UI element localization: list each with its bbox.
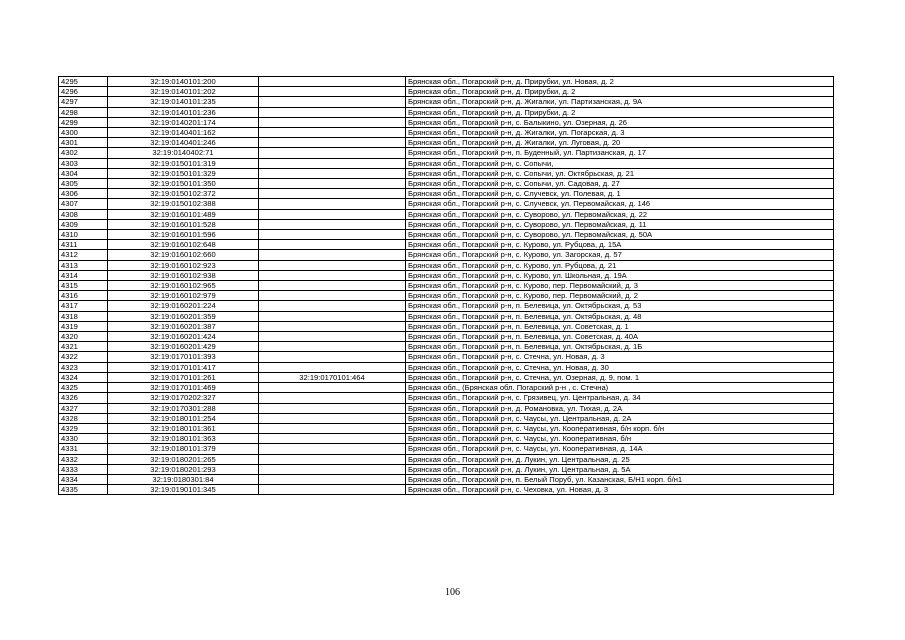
address-cell: Брянская обл., Погарский р-н, с. Чеховка, ул. Новая, д. 3 <box>406 485 834 495</box>
related-cadastral-number-cell <box>259 179 406 189</box>
related-cadastral-number-cell <box>259 209 406 219</box>
related-cadastral-number-cell <box>259 87 406 97</box>
cadastral-number-cell: 32:19:0160102:965 <box>108 281 259 291</box>
address-cell: Брянская обл., Погарский р-н, д. Лукин, ул. Центральная, д. 5А <box>406 464 834 474</box>
related-cadastral-number-cell <box>259 342 406 352</box>
related-cadastral-number-cell <box>259 77 406 87</box>
related-cadastral-number-cell <box>259 413 406 423</box>
cadastral-number-cell: 32:19:0150101:350 <box>108 179 259 189</box>
table-row <box>59 413 834 423</box>
related-cadastral-number-cell: 32:19:0170101:464 <box>259 372 406 382</box>
address-cell: Брянская обл., Погарский р-н, с. Случевск, ул. Первомайская, д. 146 <box>406 199 834 209</box>
table-row <box>59 230 834 240</box>
cadastral-number-cell: 32:19:0160102:923 <box>108 260 259 270</box>
table-row <box>59 240 834 250</box>
address-cell: Брянская обл., Погарский р-н, с. Суворово, ул. Первомайская, д. 50А <box>406 230 834 240</box>
row-number-cell: 4313 <box>59 260 108 270</box>
row-number-cell: 4334 <box>59 474 108 484</box>
cadastral-number-cell: 32:19:0180101:254 <box>108 413 259 423</box>
table-body <box>59 77 834 495</box>
table-row <box>59 291 834 301</box>
table-row <box>59 128 834 138</box>
address-cell: Брянская обл., Погарский р-н, с. Курово, пер. Первомайский, д. 3 <box>406 281 834 291</box>
table-row <box>59 199 834 209</box>
cadastral-number-cell: 32:19:0190101:345 <box>108 485 259 495</box>
table-row <box>59 332 834 342</box>
row-number-cell: 4309 <box>59 219 108 229</box>
address-cell: Брянская обл., Погарский р-н, д. Жигалки, ул. Партизанская, д. 9А <box>406 97 834 107</box>
cadastral-number-cell: 32:19:0180201:293 <box>108 464 259 474</box>
related-cadastral-number-cell <box>259 403 406 413</box>
address-cell: Брянская обл., Погарский р-н, с. Стечна, ул. Новая, д. 30 <box>406 362 834 372</box>
cadastral-number-cell: 32:19:0160102:648 <box>108 240 259 250</box>
related-cadastral-number-cell <box>259 230 406 240</box>
related-cadastral-number-cell <box>259 260 406 270</box>
table-row <box>59 158 834 168</box>
table-row <box>59 321 834 331</box>
table-row <box>59 209 834 219</box>
address-cell: Брянская обл., Погарский р-н, д. Жигалки, ул. Погарская, д. 3 <box>406 128 834 138</box>
row-number-cell: 4318 <box>59 311 108 321</box>
address-cell: Брянская обл., Погарский р-н, п. Белый Поруб, ул. Казанская, Б/Н1 корп. б/н1 <box>406 474 834 484</box>
address-cell: Брянская обл., Погарский р-н, д. Лукин, ул. Центральная, д. 25 <box>406 454 834 464</box>
row-number-cell: 4315 <box>59 281 108 291</box>
related-cadastral-number-cell <box>259 362 406 372</box>
page-number: 106 <box>445 587 460 598</box>
related-cadastral-number-cell <box>259 117 406 127</box>
table-row <box>59 352 834 362</box>
address-cell: Брянская обл., Погарский р-н, д. Прирубки, д. 2 <box>406 107 834 117</box>
related-cadastral-number-cell <box>259 393 406 403</box>
cadastral-number-cell: 32:19:0140101:200 <box>108 77 259 87</box>
table-row <box>59 179 834 189</box>
related-cadastral-number-cell <box>259 138 406 148</box>
table-row <box>59 87 834 97</box>
cadastral-number-cell: 32:19:0160201:387 <box>108 321 259 331</box>
table-row <box>59 281 834 291</box>
table-row <box>59 260 834 270</box>
row-number-cell: 4300 <box>59 128 108 138</box>
cadastral-number-cell: 32:19:0150102:372 <box>108 189 259 199</box>
cadastral-number-cell: 32:19:0160102:938 <box>108 270 259 280</box>
table-row <box>59 444 834 454</box>
address-cell: Брянская обл., Погарский р-н, п. Белевица, ул. Октябрьская, д. 53 <box>406 301 834 311</box>
row-number-cell: 4320 <box>59 332 108 342</box>
cadastral-number-cell: 32:19:0160101:596 <box>108 230 259 240</box>
related-cadastral-number-cell <box>259 168 406 178</box>
address-cell: Брянская обл., Погарский р-н, д. Романовка, ул. Тихая, д. 2А <box>406 403 834 413</box>
address-cell: Брянская обл., Погарский р-н, с. Случевск, ул. Полевая, д. 1 <box>406 189 834 199</box>
related-cadastral-number-cell <box>259 148 406 158</box>
cadastral-number-cell: 32:19:0180101:363 <box>108 434 259 444</box>
table-row <box>59 403 834 413</box>
cadastral-number-cell: 32:19:0170101:469 <box>108 383 259 393</box>
cadastral-number-cell: 32:19:0160201:359 <box>108 311 259 321</box>
address-cell: Брянская обл., Погарский р-н, с. Стечна, ул. Новая, д. 3 <box>406 352 834 362</box>
table-row <box>59 342 834 352</box>
cadastral-number-cell: 32:19:0160201:429 <box>108 342 259 352</box>
related-cadastral-number-cell <box>259 311 406 321</box>
cadastral-number-cell: 32:19:0140401:162 <box>108 128 259 138</box>
table-row <box>59 454 834 464</box>
property-register-table <box>58 76 834 495</box>
row-number-cell: 4333 <box>59 464 108 474</box>
table-row <box>59 362 834 372</box>
related-cadastral-number-cell <box>259 128 406 138</box>
cadastral-number-cell: 32:19:0140101:202 <box>108 87 259 97</box>
related-cadastral-number-cell <box>259 454 406 464</box>
cadastral-number-cell: 32:19:0140401:246 <box>108 138 259 148</box>
address-cell: Брянская обл., Погарский р-н, п. Белевица, ул. Советская, д. 40А <box>406 332 834 342</box>
address-cell: Брянская обл., Погарский р-н, д. Жигалки, ул. Луговая, д. 20 <box>406 138 834 148</box>
table-row <box>59 474 834 484</box>
table-row <box>59 77 834 87</box>
cadastral-number-cell: 32:19:0140101:235 <box>108 97 259 107</box>
row-number-cell: 4332 <box>59 454 108 464</box>
row-number-cell: 4299 <box>59 117 108 127</box>
address-cell: Брянская обл., Погарский р-н, с. Курово, ул. Рубцова, д. 15А <box>406 240 834 250</box>
row-number-cell: 4335 <box>59 485 108 495</box>
related-cadastral-number-cell <box>259 332 406 342</box>
address-cell: Брянская обл., Погарский р-н, п. Белевица, ул. Советская, д. 1 <box>406 321 834 331</box>
address-cell: Брянская обл., Погарский р-н, с. Чаусы, ул. Кооперативная, б/н <box>406 434 834 444</box>
row-number-cell: 4312 <box>59 250 108 260</box>
related-cadastral-number-cell <box>259 97 406 107</box>
table-row <box>59 485 834 495</box>
table-row <box>59 117 834 127</box>
related-cadastral-number-cell <box>259 240 406 250</box>
row-number-cell: 4311 <box>59 240 108 250</box>
cadastral-number-cell: 32:19:0180201:265 <box>108 454 259 464</box>
table-row <box>59 219 834 229</box>
related-cadastral-number-cell <box>259 189 406 199</box>
table-row <box>59 423 834 433</box>
related-cadastral-number-cell <box>259 199 406 209</box>
address-cell: Брянская обл., Погарский р-н, с. Чаусы, ул. Центральная, д. 2А <box>406 413 834 423</box>
cadastral-number-cell: 32:19:0180101:361 <box>108 423 259 433</box>
table-row <box>59 311 834 321</box>
related-cadastral-number-cell <box>259 301 406 311</box>
address-cell: Брянская обл., Погарский р-н, с. Сопычи, <box>406 158 834 168</box>
cadastral-number-cell: 32:19:0170101:261 <box>108 372 259 382</box>
cadastral-number-cell: 32:19:0160201:424 <box>108 332 259 342</box>
related-cadastral-number-cell <box>259 107 406 117</box>
address-cell: Брянская обл., Погарский р-н, с. Курово, ул. Рубцова, д. 21 <box>406 260 834 270</box>
row-number-cell: 4319 <box>59 321 108 331</box>
row-number-cell: 4306 <box>59 189 108 199</box>
related-cadastral-number-cell <box>259 321 406 331</box>
table-row <box>59 107 834 117</box>
row-number-cell: 4297 <box>59 97 108 107</box>
related-cadastral-number-cell <box>259 485 406 495</box>
row-number-cell: 4305 <box>59 179 108 189</box>
cadastral-number-cell: 32:19:0170202:327 <box>108 393 259 403</box>
row-number-cell: 4327 <box>59 403 108 413</box>
cadastral-number-cell: 32:19:0160101:489 <box>108 209 259 219</box>
table-row <box>59 250 834 260</box>
row-number-cell: 4304 <box>59 168 108 178</box>
address-cell: Брянская обл., Погарский р-н, с. Сопычи, ул. Октябрьская, д. 21 <box>406 168 834 178</box>
row-number-cell: 4317 <box>59 301 108 311</box>
row-number-cell: 4331 <box>59 444 108 454</box>
row-number-cell: 4308 <box>59 209 108 219</box>
cadastral-number-cell: 32:19:0160201:224 <box>108 301 259 311</box>
row-number-cell: 4328 <box>59 413 108 423</box>
address-cell: Брянская обл., Погарский р-н, с. Балыкино, ул. Озерная, д. 26 <box>406 117 834 127</box>
related-cadastral-number-cell <box>259 270 406 280</box>
address-cell: Брянская обл., Погарский р-н, с. Курово, пер. Первомайский, д. 2 <box>406 291 834 301</box>
row-number-cell: 4326 <box>59 393 108 403</box>
related-cadastral-number-cell <box>259 434 406 444</box>
table-row <box>59 434 834 444</box>
address-cell: Брянская обл., Погарский р-н, с. Курово, ул. Школьная, д. 19А <box>406 270 834 280</box>
table-row <box>59 383 834 393</box>
cadastral-number-cell: 32:19:0170101:417 <box>108 362 259 372</box>
table-row <box>59 168 834 178</box>
related-cadastral-number-cell <box>259 444 406 454</box>
related-cadastral-number-cell <box>259 423 406 433</box>
row-number-cell: 4321 <box>59 342 108 352</box>
cadastral-number-cell: 32:19:0160102:660 <box>108 250 259 260</box>
table-row <box>59 270 834 280</box>
table-row <box>59 148 834 158</box>
row-number-cell: 4303 <box>59 158 108 168</box>
address-cell: Брянская обл., Погарский р-н, п. Белевица, ул. Октябрьская, д. 1Б <box>406 342 834 352</box>
address-cell: Брянская обл., Погарский р-н, д. Прирубки, ул. Новая, д. 2 <box>406 77 834 87</box>
related-cadastral-number-cell <box>259 250 406 260</box>
row-number-cell: 4296 <box>59 87 108 97</box>
row-number-cell: 4324 <box>59 372 108 382</box>
row-number-cell: 4307 <box>59 199 108 209</box>
related-cadastral-number-cell <box>259 352 406 362</box>
related-cadastral-number-cell <box>259 219 406 229</box>
row-number-cell: 4329 <box>59 423 108 433</box>
row-number-cell: 4301 <box>59 138 108 148</box>
cadastral-number-cell: 32:19:0160102:979 <box>108 291 259 301</box>
cadastral-number-cell: 32:19:0140402:71 <box>108 148 259 158</box>
row-number-cell: 4295 <box>59 77 108 87</box>
table-row <box>59 301 834 311</box>
related-cadastral-number-cell <box>259 383 406 393</box>
row-number-cell: 4330 <box>59 434 108 444</box>
cadastral-number-cell: 32:19:0150101:319 <box>108 158 259 168</box>
cadastral-number-cell: 32:19:0140201:174 <box>108 117 259 127</box>
row-number-cell: 4298 <box>59 107 108 117</box>
related-cadastral-number-cell <box>259 464 406 474</box>
cadastral-number-cell: 32:19:0140101:236 <box>108 107 259 117</box>
related-cadastral-number-cell <box>259 474 406 484</box>
row-number-cell: 4325 <box>59 383 108 393</box>
address-cell: Брянская обл., Погарский р-н, с. Чаусы, ул. Кооперативная, д. 14А <box>406 444 834 454</box>
address-cell: Брянская обл., Погарский р-н, с. Чаусы, ул. Кооперативная, б/н корп. б/н <box>406 423 834 433</box>
address-cell: Брянская обл., Погарский р-н, с. Стечна, ул. Озерная, д. 9, пом. 1 <box>406 372 834 382</box>
cadastral-number-cell: 32:19:0150101:329 <box>108 168 259 178</box>
table-row <box>59 138 834 148</box>
address-cell: Брянская обл., Погарский р-н, с. Грязивец, ул. Центральная, д. 34 <box>406 393 834 403</box>
table-row <box>59 372 834 382</box>
related-cadastral-number-cell <box>259 281 406 291</box>
table-row <box>59 189 834 199</box>
address-cell: Брянская обл., Погарский р-н, п. Белевица, ул. Октябрьская, д. 48 <box>406 311 834 321</box>
address-cell: Брянская обл., (Брянская обл. Погарский р-н , с. Стечна) <box>406 383 834 393</box>
address-cell: Брянская обл., Погарский р-н, с. Курово, ул. Загорская, д. 57 <box>406 250 834 260</box>
table-row <box>59 97 834 107</box>
related-cadastral-number-cell <box>259 158 406 168</box>
cadastral-number-cell: 32:19:0170101:393 <box>108 352 259 362</box>
cadastral-number-cell: 32:19:0170301:288 <box>108 403 259 413</box>
cadastral-number-cell: 32:19:0150102:388 <box>108 199 259 209</box>
row-number-cell: 4316 <box>59 291 108 301</box>
related-cadastral-number-cell <box>259 291 406 301</box>
row-number-cell: 4323 <box>59 362 108 372</box>
cadastral-number-cell: 32:19:0160101:528 <box>108 219 259 229</box>
table-row <box>59 393 834 403</box>
cadastral-number-cell: 32:19:0180301:84 <box>108 474 259 484</box>
address-cell: Брянская обл., Погарский р-н, с. Суворово, ул. Первомайская, д. 22 <box>406 209 834 219</box>
row-number-cell: 4322 <box>59 352 108 362</box>
address-cell: Брянская обл., Погарский р-н, п. Буденный, ул. Партизанская, д. 17 <box>406 148 834 158</box>
address-cell: Брянская обл., Погарский р-н, с. Суворово, ул. Первомайская, д. 11 <box>406 219 834 229</box>
row-number-cell: 4302 <box>59 148 108 158</box>
row-number-cell: 4314 <box>59 270 108 280</box>
address-cell: Брянская обл., Погарский р-н, с. Сопычи, ул. Садовая, д. 27 <box>406 179 834 189</box>
cadastral-number-cell: 32:19:0180101:379 <box>108 444 259 454</box>
address-cell: Брянская обл., Погарский р-н, д. Прирубки, д. 2 <box>406 87 834 97</box>
row-number-cell: 4310 <box>59 230 108 240</box>
table-row <box>59 464 834 474</box>
